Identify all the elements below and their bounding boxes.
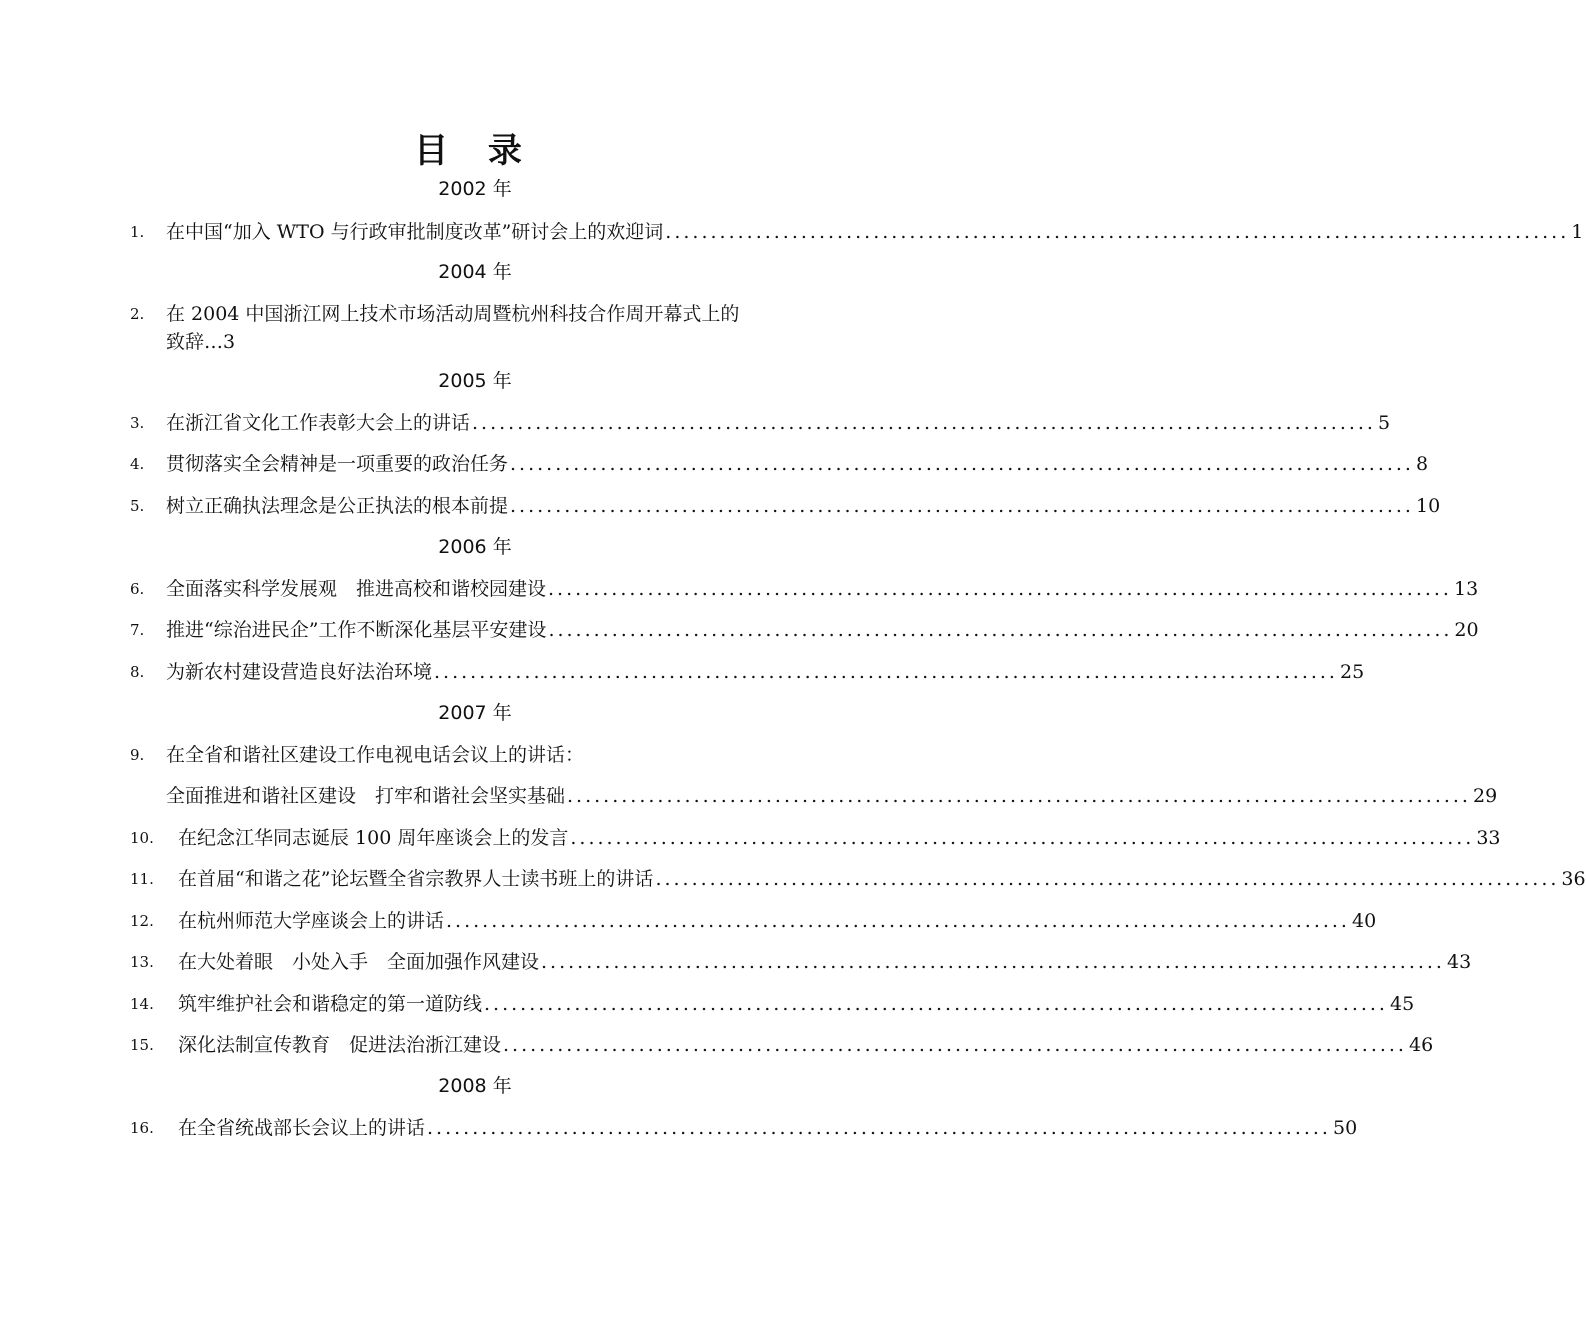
toc-entry-8[interactable] [130,658,1365,686]
entry-number: 9. [130,746,145,764]
toc-entry-16[interactable] [130,1114,1358,1142]
dot-leader: .................................................................................................... [472,412,1376,434]
entry-title: 在全省统战部长会议上的讲话 [178,1117,426,1139]
toc-entry-5[interactable] [130,492,1441,520]
year-heading-2004: 2004 年 [438,261,512,283]
toc-entry-15[interactable] [130,1031,1434,1059]
dot-leader: .................................................................................................... [484,993,1388,1015]
toc-entry-4[interactable] [130,450,1429,478]
toc-entry-12[interactable] [130,907,1377,935]
entry-page-number: 46 [1408,1034,1434,1056]
entry-number: 14. [130,995,154,1013]
year-heading-2006: 2006 年 [438,536,512,558]
year-heading-2007: 2007 年 [438,702,512,724]
entry-title: 在 2004 中国浙江网上技术市场活动周暨杭州科技合作周开幕式上的 [166,303,740,325]
dot-leader: .................................................................................................... [570,827,1475,849]
toc-entry-9-continued[interactable] [130,782,1498,810]
entry-page-number: 5 [1377,412,1391,434]
entry-number: 8. [130,663,145,681]
toc-title: 目 录 [414,131,536,171]
dot-leader: .................................................................................................... [446,910,1350,932]
entry-title: 在杭州师范大学座谈会上的讲话 [178,910,445,932]
year-heading-2002: 2002 年 [438,178,512,200]
entry-subtitle: 全面推进和谐社区建设 打牢和谐社会坚实基础 [166,785,566,807]
entry-number: 15. [130,1036,154,1054]
toc-entry-1[interactable] [130,218,1584,246]
entry-page-number: 20 [1454,619,1479,641]
year-heading-2005: 2005 年 [438,370,512,392]
entry-page-number: 13 [1453,578,1479,600]
entry-page-number: 36 [1561,868,1586,890]
entry-page-number: 40 [1351,910,1377,932]
dot-leader: .................................................................................................... [548,578,1452,600]
entry-number: 10. [130,829,154,847]
entry-page-number: 45 [1389,993,1415,1015]
toc-entry-2-continued[interactable] [130,328,900,356]
entry-number: 11. [130,870,154,888]
dot-leader: .................................................................................................... [655,868,1560,890]
toc-entry-3[interactable] [130,409,1391,437]
entry-page-number: 50 [1332,1117,1358,1139]
entry-page-number: 25 [1339,661,1365,683]
entry-number: 7. [130,621,145,639]
dot-leader: .................................................................................................... [548,619,1453,641]
toc-entry-10[interactable] [130,824,1501,852]
dot-leader: .................................................................................................... [665,221,1570,243]
toc-entry-14[interactable] [130,990,1415,1018]
dot-leader: .................................................................................................... [510,453,1414,475]
dot-leader: .................................................................................................... [427,1117,1331,1139]
toc-entry-6[interactable] [130,575,1479,603]
dot-leader: .................................................................................................... [510,495,1414,517]
entry-title: 为新农村建设营造良好法治环境 [166,661,433,683]
entry-title: 推进“综治进民企”工作不断深化基层平安建设 [166,619,547,641]
toc-entry-2[interactable] [130,300,900,328]
toc-entry-9[interactable] [130,741,900,769]
entry-number: 13. [130,953,154,971]
entry-page-number: 10 [1415,495,1441,517]
entry-number: 6. [130,580,145,598]
entry-page-number: 43 [1446,951,1472,973]
entry-title-continued: 致辞…3 [166,331,236,353]
entry-number: 4. [130,455,145,473]
entry-page-number: 33 [1476,827,1501,849]
dot-leader: .................................................................................................... [434,661,1338,683]
entry-number: 2. [130,305,145,323]
entry-page-number: 1 [1571,221,1584,243]
entry-title: 在纪念江华同志诞辰 100 周年座谈会上的发言 [178,827,569,849]
dot-leader: .................................................................................................... [503,1034,1407,1056]
toc-entry-13[interactable] [130,948,1472,976]
entry-title: 在大处着眼 小处入手 全面加强作风建设 [178,951,540,973]
entry-number: 3. [130,414,145,432]
entry-title: 在全省和谐社区建设工作电视电话会议上的讲话： [166,744,585,766]
toc-entry-11[interactable] [130,865,1586,893]
year-heading-2008: 2008 年 [438,1075,512,1097]
entry-title: 筑牢维护社会和谐稳定的第一道防线 [178,993,483,1015]
entry-title: 树立正确执法理念是公正执法的根本前提 [166,495,509,517]
entry-title: 在浙江省文化工作表彰大会上的讲话 [166,412,471,434]
dot-leader: .................................................................................................... [567,785,1471,807]
entry-title: 在中国“加入 WTO 与行政审批制度改革”研讨会上的欢迎词 [166,221,664,243]
entry-number: 1. [130,223,145,241]
entry-number: 16. [130,1119,154,1137]
entry-title: 在首届“和谐之花”论坛暨全省宗教界人士读书班上的讲话 [178,868,654,890]
entry-page-number: 29 [1472,785,1498,807]
toc-entry-7[interactable] [130,616,1479,644]
entry-title: 贯彻落实全会精神是一项重要的政治任务 [166,453,509,475]
entry-title: 全面落实科学发展观 推进高校和谐校园建设 [166,578,547,600]
entry-number: 12. [130,912,154,930]
entry-number: 5. [130,497,145,515]
entry-page-number: 8 [1415,453,1429,475]
dot-leader: .................................................................................................... [541,951,1445,973]
entry-title: 深化法制宣传教育 促进法治浙江建设 [178,1034,502,1056]
